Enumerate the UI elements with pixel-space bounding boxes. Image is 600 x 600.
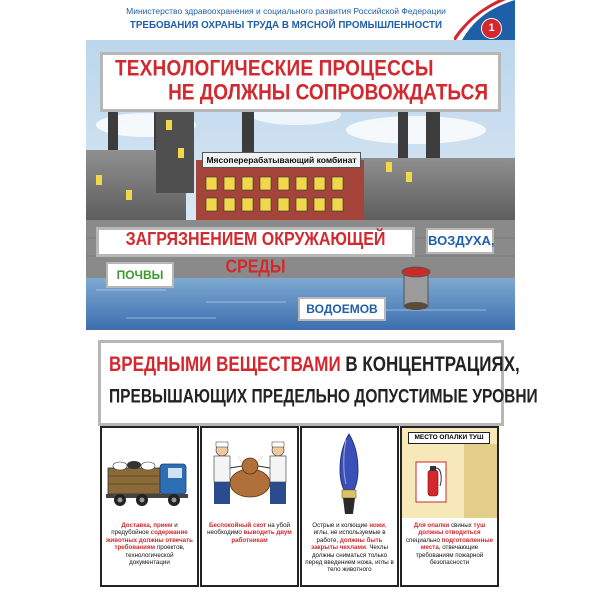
air-tag: ВОЗДУХА, [426,228,494,254]
poster [86,0,538,600]
scene-title-line1: ТЕХНОЛОГИЧЕСКИЕ ПРОЦЕССЫ [115,57,434,82]
scene-title-box [100,52,501,112]
banner-line2: ПРЕВЫШАЮЩИХ ПРЕДЕЛЬНО ДОПУСТИМЫЕ УРОВНИ [109,386,538,408]
sheet-number-badge: 1 [481,18,502,39]
caption-fragment: Беспокойный скот [209,522,267,529]
panel-singeing-place [400,426,499,587]
panel-animal-delivery [100,426,199,587]
caption-fragment: подготовленные места [420,536,494,552]
banner-dark-text: В КОНЦЕНТРАЦИЯХ, [340,352,520,376]
caption-fragment: выводить двум работникам [231,529,292,544]
caption-fragment: и предубойное [111,522,178,537]
panel-caption [205,522,294,544]
panel-restless-cattle [200,426,299,587]
banner-line1 [109,352,520,377]
caption-fragment: , отвечающие требованиям пожарной безопасности [415,544,484,567]
header [86,0,515,40]
caption-fragment: должны быть закрыты чехлами [311,536,383,552]
pollution-text: ЗАГРЯЗНЕНИЕМ ОКРУЖАЮЩЕЙ СРЕДЫ [125,229,386,277]
caption-fragment: Для опалки [413,522,450,529]
banner-red-text: ВРЕДНЫМИ ВЕЩЕСТВАМИ [109,352,341,376]
livestock-truck-icon [102,428,197,518]
water-tag: ВОДОЕМОВ [298,297,386,321]
harmful-substances-banner [98,340,538,426]
panel-caption [305,522,394,574]
poster-series-title: ТРЕБОВАНИЯ ОХРАНЫ ТРУДА В МЯСНОЙ ПРОМЫШЛЕННОСТИ [129,20,443,31]
caption-fragment: ножи [369,522,385,529]
caption-fragment: туш должны отводиться [418,522,486,537]
panel-caption [105,522,194,566]
caption-fragment: свиных [449,522,474,529]
caption-fragment: содержание животных должны отвечать требованиям [106,529,193,552]
caption-fragment: специально [405,536,442,544]
caption-fragment: Доставка, прием [121,522,173,529]
panel-sharp-tools [300,426,399,587]
scene-title-line2: НЕ ДОЛЖНЫ СОПРОВОЖДАТЬСЯ [168,81,488,106]
caption-fragment: . Чехлы должны сниматься только перед введением ножа, иглы в тело животного [305,544,394,574]
knife-sheath-icon [302,428,397,518]
soil-tag: ПОЧВЫ [106,262,174,288]
panel-caption [405,522,494,566]
caption-fragment: проектов, технологической документации [125,544,185,567]
factory-label: Мясоперерабатывающий комбинат [202,152,361,168]
caption-fragment: Острые и колющие [312,522,370,529]
singeing-place-label: МЕСТО ОПАЛКИ ТУШ [408,432,490,444]
caption-fragment: на убой необходимо [207,522,290,537]
factory-scene [86,40,515,330]
ministry-name: Министерство здравоохранения и социального развития Российской Федерации [126,6,446,16]
workers-leading-bull-icon [202,428,297,518]
caption-fragment: , иглы, не используемые в работе, [313,522,387,544]
